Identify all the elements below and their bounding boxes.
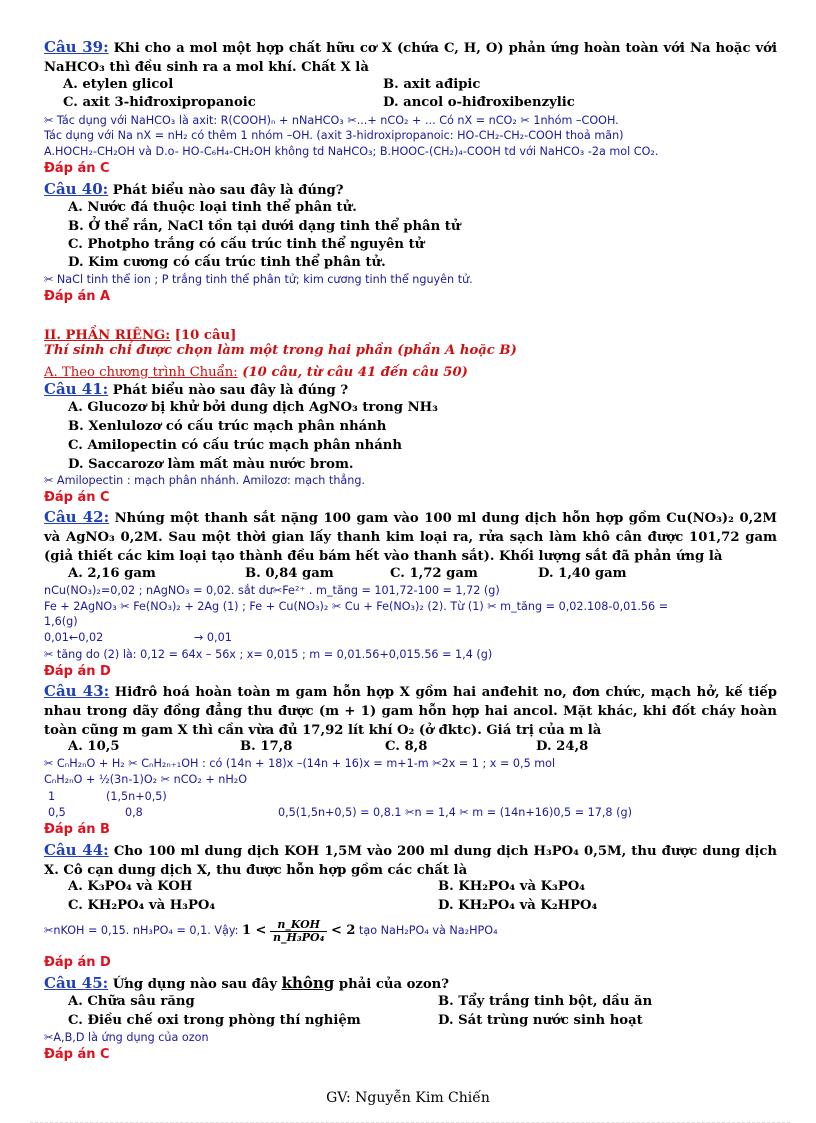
q44-ratio-numerator: n_KOH bbox=[270, 919, 327, 932]
q45-solution-1: ✂A,B,D là ứng dụng của ozon bbox=[44, 1031, 209, 1044]
q44-ratio-upper: < 2 bbox=[330, 923, 356, 938]
q44-option-c[interactable]: C. KH₂PO₄ và H₃PO₄ bbox=[68, 898, 216, 913]
q41-option-c[interactable]: C. Amilopectin có cấu trúc mạch phân nhánh bbox=[68, 438, 402, 453]
q45-text-underlined: không bbox=[281, 974, 335, 992]
q41-label: Câu 41: bbox=[44, 380, 109, 398]
q39-solution-2: Tác dụng với Na nX = nH₂ có thêm 1 nhóm –OH. (axit 3-hidroxipropanoic: HO-CH₂-CH₂-COOH thoả mãn) bbox=[44, 129, 624, 142]
q43-label: Câu 43: bbox=[44, 682, 110, 700]
q43-solution-2: CₙH₂ₙO + ½(3n-1)O₂ ✂ nCO₂ + nH₂O bbox=[44, 773, 248, 786]
q43-solution-3a: 1 bbox=[48, 790, 56, 803]
page-footer: GV: Nguyễn Kim Chiến bbox=[326, 1090, 490, 1106]
q44-solution-1a: ✂nKOH = 0,15. nH₃PO₄ = 0,1. Vậy: bbox=[44, 924, 239, 937]
q39-option-c[interactable]: C. axit 3-hiđroxipropanoic bbox=[63, 95, 256, 110]
section-part-a-range: (10 câu, từ câu 41 đến câu 50) bbox=[237, 365, 468, 380]
q44-text: Cho 100 ml dung dịch KOH 1,5M vào 200 ml dung dịch H₃PO₄ 0,5M, thu được dung dịch X. Cô cạn dung dịch X, thu được hỗn hợp gồm các chất là bbox=[44, 844, 777, 878]
q43-text: Hiđrô hoá hoàn toàn m gam hỗn hợp X gồm hai anđehit no, đơn chức, mạch hở, kế tiếp nhau trong dãy đồng đẳng thu được (m + 1) gam hỗn hợp hai ancol. Mặt khác, khi đốt cháy hoàn toàn cũng m gam X thì cần vừa đủ 17,92 lít khí O₂ (ở đktc). Giá trị của m là bbox=[44, 685, 777, 738]
q45-option-c[interactable]: C. Điều chế oxi trong phòng thí nghiệm bbox=[68, 1013, 361, 1028]
section-heading-count: [10 câu] bbox=[170, 328, 237, 343]
q39-stem bbox=[44, 38, 777, 77]
q45-option-b[interactable]: B. Tẩy trắng tinh bột, dầu ăn bbox=[438, 994, 653, 1009]
q43-option-b[interactable]: B. 17,8 bbox=[240, 739, 293, 754]
q40-label: Câu 40: bbox=[44, 180, 109, 198]
q44-stem bbox=[44, 841, 777, 880]
q45-answer: Đáp án C bbox=[44, 1047, 110, 1062]
q40-option-d[interactable]: D. Kim cương có cấu trúc tinh thể phân tử. bbox=[68, 255, 386, 270]
q40-solution-1: ✂ NaCl tinh thể ion ; P trắng tinh thể phân tử; kim cương tinh thể nguyên tử. bbox=[44, 273, 473, 286]
q42-solution-2: Fe + 2AgNO₃ ✂ Fe(NO₃)₂ + 2Ag (1) ; Fe + Cu(NO₃)₂ ✂ Cu + Fe(NO₃)₂ (2). Từ (1) ✂ m_tăng = 0,02.108-0,01.56 = bbox=[44, 600, 669, 613]
q41-stem bbox=[44, 380, 777, 398]
q43-answer: Đáp án B bbox=[44, 822, 110, 837]
section-instruction: Thí sinh chỉ được chọn làm một trong hai phần (phần A hoặc B) bbox=[44, 343, 517, 358]
q42-solution-3b: → 0,01 bbox=[194, 631, 232, 644]
q45-option-a[interactable]: A. Chữa sâu răng bbox=[68, 994, 195, 1009]
q40-option-a[interactable]: A. Nước đá thuộc loại tinh thể phân tử. bbox=[68, 200, 357, 215]
q43-option-a[interactable]: A. 10,5 bbox=[68, 739, 120, 754]
q44-ratio-lower: 1 < bbox=[241, 923, 267, 938]
q45-text-post: phải của ozon? bbox=[334, 977, 449, 992]
q42-option-b[interactable]: B. 0,84 gam bbox=[245, 566, 334, 581]
section-part-a bbox=[44, 361, 468, 380]
q42-solution-3a: 0,01←0,02 bbox=[44, 631, 104, 644]
q40-text: Phát biểu nào sau đây là đúng? bbox=[108, 183, 344, 198]
q41-option-a[interactable]: A. Glucozơ bị khử bởi dung dịch AgNO₃ trong NH₃ bbox=[68, 400, 438, 415]
q44-option-a[interactable]: A. K₃PO₄ và KOH bbox=[68, 879, 193, 894]
q45-label: Câu 45: bbox=[44, 974, 109, 992]
q44-option-d[interactable]: D. KH₂PO₄ và K₂HPO₄ bbox=[438, 898, 598, 913]
q44-label: Câu 44: bbox=[44, 841, 109, 859]
q42-stem bbox=[44, 508, 777, 566]
q44-answer: Đáp án D bbox=[44, 955, 111, 970]
q43-solution-3b: (1,5n+0,5) bbox=[106, 790, 167, 803]
q39-solution-1: ✂ Tác dụng với NaHCO₃ là axit: R(COOH)ₙ + nNaHCO₃ ✂...+ nCO₂ + ... Có nX = nCO₂ ✂ 1nhóm –COOH. bbox=[44, 114, 619, 127]
q44-ratio-fraction bbox=[270, 919, 327, 944]
q42-solution-4: ✂ tăng do (2) là: 0,12 = 64x – 56x ; x= 0,015 ; m = 0,01.56+0,015.56 = 1,4 (g) bbox=[44, 648, 493, 661]
q42-label: Câu 42: bbox=[44, 508, 110, 526]
q44-option-b[interactable]: B. KH₂PO₄ và K₃PO₄ bbox=[438, 879, 586, 894]
q45-stem bbox=[44, 974, 777, 992]
q43-option-c[interactable]: C. 8,8 bbox=[385, 739, 428, 754]
q43-solution-1: ✂ CₙH₂ₙO + H₂ ✂ CₙH₂ₙ₊₁OH : có (14n + 18)x –(14n + 16)x = m+1-m ✂2x = 1 ; x = 0,5 mol bbox=[44, 757, 556, 770]
q42-option-d[interactable]: D. 1,40 gam bbox=[538, 566, 627, 581]
q42-option-a[interactable]: A. 2,16 gam bbox=[68, 566, 156, 581]
q44-ratio-denominator: n_H₃PO₄ bbox=[273, 930, 325, 944]
q42-option-c[interactable]: C. 1,72 gam bbox=[390, 566, 478, 581]
q39-answer: Đáp án C bbox=[44, 161, 110, 176]
q43-solution-4c: 0,5(1,5n+0,5) = 0,8.1 ✂n = 1,4 ✂ m = (14n+16)0,5 = 17,8 (g) bbox=[278, 806, 632, 819]
q43-option-d[interactable]: D. 24,8 bbox=[536, 739, 589, 754]
section-heading-title: II. PHẦN RIÊNG: bbox=[44, 328, 171, 343]
q40-option-c[interactable]: C. Photpho trắng có cấu trúc tinh thể nguyên tử bbox=[68, 237, 425, 252]
q39-solution-3: A.HOCH₂-CH₂OH và D.o- HO-C₆H₄-CH₂OH không td NaHCO₃; B.HOOC-(CH₂)₄-COOH td với NaHCO₃ -2a mol CO₂. bbox=[44, 145, 659, 158]
q39-text: Khi cho a mol một hợp chất hữu cơ X (chứa C, H, O) phản ứng hoàn toàn với Na hoặc với NaHCO₃ thì đều sinh ra a mol khí. Chất X là bbox=[44, 41, 777, 75]
q39-option-b[interactable]: B. axit ađipic bbox=[383, 77, 481, 92]
q43-stem bbox=[44, 682, 777, 740]
q39-option-a[interactable]: A. etylen glicol bbox=[63, 77, 174, 92]
q39-label: Câu 39: bbox=[44, 38, 109, 56]
q40-option-b[interactable]: B. Ở thể rắn, NaCl tồn tại dưới dạng tinh thể phân tử bbox=[68, 219, 461, 234]
q42-solution-2b: 1,6(g) bbox=[44, 615, 78, 628]
q42-text: Nhúng một thanh sắt nặng 100 gam vào 100 ml dung dịch hỗn hợp gồm Cu(NO₃)₂ 0,2M và AgNO₃ 0,2M. Sau một thời gian lấy thanh kim loại ra, rửa sạch làm khô cân được 101,72 gam (giả thiết các kim loại tạo thành đều bám hết vào thanh sắt). Khối lượng sắt đã phản ứng là bbox=[44, 511, 777, 564]
q41-option-b[interactable]: B. Xenlulozơ có cấu trúc mạch phân nhánh bbox=[68, 419, 387, 434]
q41-answer: Đáp án C bbox=[44, 490, 110, 505]
q42-solution-1: nCu(NO₃)₂=0,02 ; nAgNO₃ = 0,02. sắt dư✂Fe²⁺ . m_tăng = 101,72-100 = 1,72 (g) bbox=[44, 584, 500, 597]
section-part-a-title: A. Theo chương trình Chuẩn: bbox=[44, 365, 238, 380]
q41-solution-1: ✂ Amilopectin : mạch phân nhánh. Amilozơ: mạch thẳng. bbox=[44, 474, 366, 487]
q44-solution-1 bbox=[44, 918, 498, 944]
q42-answer: Đáp án D bbox=[44, 664, 111, 679]
q43-solution-4b: 0,8 bbox=[125, 806, 143, 819]
q45-option-d[interactable]: D. Sát trùng nước sinh hoạt bbox=[438, 1013, 643, 1028]
q39-option-d[interactable]: D. ancol o-hiđroxibenzylic bbox=[383, 95, 575, 110]
q45-text-pre: Ứng dụng nào sau đây bbox=[108, 977, 282, 992]
q40-answer: Đáp án A bbox=[44, 289, 111, 304]
q41-option-d[interactable]: D. Saccarozơ làm mất màu nước brom. bbox=[68, 457, 354, 472]
q43-solution-4a: 0,5 bbox=[48, 806, 66, 819]
q44-solution-1b: tạo NaH₂PO₄ và Na₂HPO₄ bbox=[359, 924, 498, 937]
q41-text: Phát biểu nào sau đây là đúng ? bbox=[108, 383, 349, 398]
q40-stem bbox=[44, 180, 777, 198]
section-heading bbox=[44, 324, 236, 343]
